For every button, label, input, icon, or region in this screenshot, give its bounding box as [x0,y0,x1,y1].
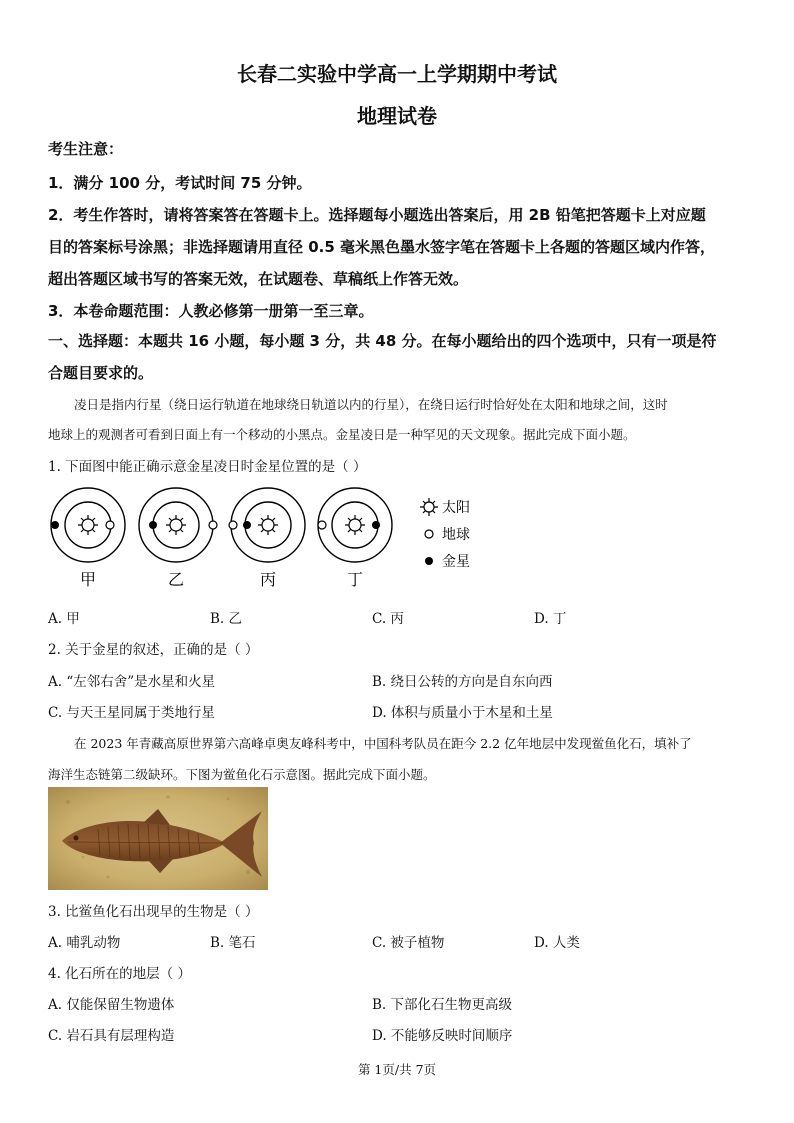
venus-icon [149,521,157,529]
option-c: C. 岩石具有层理构造 [48,1028,175,1044]
notice-item: 目的答案标号涂黑；非选择题请用直径 0.5 毫米黑色墨水签字笔在答题卡上各题的答题区域内作答， [48,238,716,256]
orbit-diagram [46,487,486,592]
notice-item: 1．满分 100 分，考试时间 75 分钟。 [48,174,312,192]
sun-icon [166,515,186,535]
passage-text: 海洋生态链第二级缺环。下图为鲎鱼化石示意图。据此完成下面小题。 [48,767,436,782]
venus-icon [425,557,433,565]
option-c: C. 丙 [372,611,404,627]
question-stem: 1. 下面图中能正确示意金星凌日时金星位置的是（ ） [48,459,367,475]
section-heading: 一、选择题：本题共 16 小题，每小题 3 分，共 48 分。在每小题给出的四个选项中，只有一项是符 [48,332,717,350]
sun-icon [420,498,438,516]
venus-icon [372,521,380,529]
option-a: A. 仅能保留生物遗体 [48,997,175,1013]
option-d: D. 人类 [534,935,580,951]
option-c: C. 被子植物 [372,935,445,951]
venus-icon [243,521,251,529]
venus-icon [51,521,59,529]
notice-item: 3．本卷命题范围：人教必修第一册第一至三章。 [48,302,374,320]
option-b: B. 下部化石生物更高级 [372,997,513,1013]
passage-text: 在 2023 年青藏高原世界第六高峰卓奥友峰科考中，中国科考队员在距今 2.2 亿年地层中发现鲎鱼化石，填补了 [74,736,692,751]
earth-icon [318,521,326,529]
question-stem: 3. 比鲎鱼化石出现早的生物是（ ） [48,904,259,920]
option-d: D. 丁 [534,611,567,627]
page-subtitle: 地理试卷 [357,104,437,128]
fossil-image [48,787,268,890]
option-a: A. 哺乳动物 [48,935,121,951]
legend-label: 太阳 [442,500,470,516]
diagram-label: 甲 [79,570,97,589]
notice-heading: 考生注意： [48,140,124,158]
passage-text: 地球上的观测者可看到日面上有一个移动的小黑点。金星凌日是一种罕见的天文现象。据此完成下面小题。 [48,427,636,442]
page-title: 长春二实验中学高一上学期期中考试 [237,62,557,86]
option-c: C. 与天王星同属于类地行星 [48,705,215,721]
diagram-label: 丁 [346,570,364,589]
option-b: B. 乙 [210,611,243,627]
page-number: 第 1页/共 7页 [357,1062,437,1077]
passage-text: 凌日是指内行星（绕日运行轨道在地球绕日轨道以内的行星），在绕日运行时恰好处在太阳和地球之间，这时 [74,397,668,412]
option-b: B. 绕日公转的方向是自东向西 [372,674,553,690]
diagram-label: 丙 [259,570,277,589]
question-stem: 2. 关于金星的叙述，正确的是（ ） [48,642,259,658]
option-b: B. 笔石 [210,935,256,951]
notice-item: 超出答题区域书写的答案无效，在试题卷、草稿纸上作答无效。 [48,270,469,288]
earth-icon [106,521,114,529]
question-stem: 4. 化石所在的地层（ ） [48,966,191,982]
earth-icon [229,521,237,529]
sun-icon [258,515,278,535]
option-a: A. 甲 [48,611,80,627]
diagram-label: 乙 [167,570,185,589]
option-a: A. “左邻右舍”是水星和火星 [48,674,216,690]
option-d: D. 体积与质量小于木星和土星 [372,705,553,721]
legend-label: 地球 [442,527,470,543]
option-d: D. 不能够反映时间顺序 [372,1028,513,1044]
sun-icon [345,515,365,535]
legend-label: 金星 [442,554,470,570]
section-heading: 合题目要求的。 [48,364,154,382]
earth-icon [425,530,433,538]
notice-item: 2．考生作答时，请将答案答在答题卡上。选择题每小题选出答案后，用 2B 铅笔把答题卡上对应题 [48,206,706,224]
sun-icon [78,515,98,535]
earth-icon [209,521,217,529]
